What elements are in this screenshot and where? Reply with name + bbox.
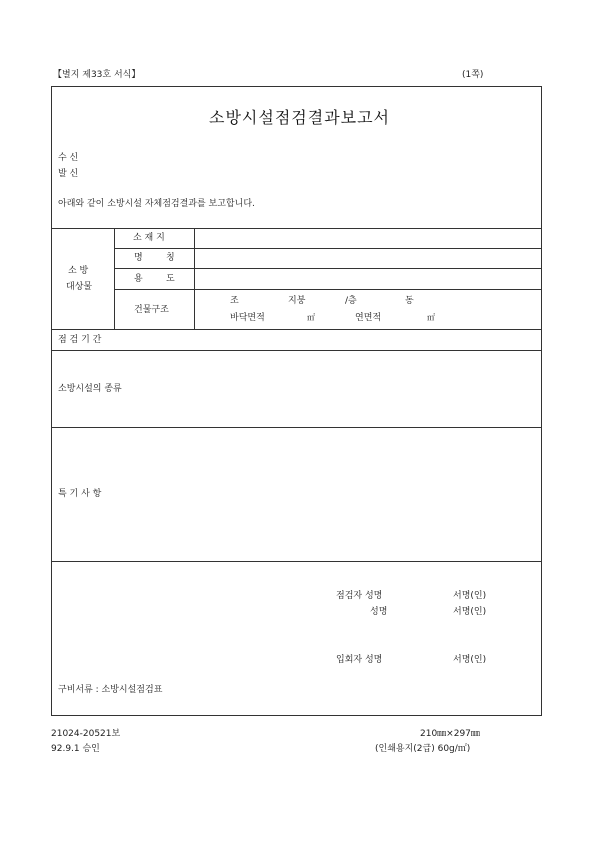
target-group-label: 소 방 bbox=[68, 266, 89, 276]
divider-line bbox=[114, 228, 115, 329]
floor-area-unit: ㎡ bbox=[307, 313, 315, 322]
sender-label: 발 신 bbox=[58, 169, 79, 179]
name-label: 칭 bbox=[166, 253, 175, 263]
divider-line bbox=[51, 228, 542, 229]
witness-signature: 서명(인) bbox=[453, 655, 487, 665]
inspector-signature: 서명(인) bbox=[453, 591, 487, 601]
recipient-label: 수 신 bbox=[58, 153, 79, 163]
paper-size: 210㎜×297㎜ bbox=[420, 729, 480, 739]
divider-line bbox=[51, 427, 542, 428]
divider-line bbox=[114, 268, 542, 269]
use-label: 용 bbox=[134, 274, 143, 284]
remarks-label: 특 기 사 항 bbox=[58, 489, 102, 499]
name-label: 명 bbox=[134, 253, 143, 263]
total-area-unit: ㎡ bbox=[427, 313, 435, 322]
form-number-label: 【별지 제33호 서식】 bbox=[53, 70, 141, 80]
page-number-label: (1쪽) bbox=[462, 70, 484, 80]
second-name-label: 성명 bbox=[370, 607, 388, 617]
location-label: 소 재 지 bbox=[133, 233, 165, 243]
inspection-period-label: 점 검 기 간 bbox=[58, 335, 102, 345]
divider-line bbox=[114, 289, 542, 290]
use-label: 도 bbox=[166, 274, 175, 284]
attachment-text: 구비서류 : 소방시설점검표 bbox=[58, 685, 163, 695]
approval-date: 92.9.1 승인 bbox=[51, 744, 100, 754]
form-box bbox=[51, 86, 542, 716]
paper-spec: (인쇄용지(2급) 60g/㎡) bbox=[375, 744, 471, 754]
structure-roof: 지붕 bbox=[288, 296, 306, 306]
divider-line bbox=[114, 248, 542, 249]
floor-area-label: 바닥면적 bbox=[230, 313, 265, 323]
form-title: 소방시설점검결과보고서 bbox=[209, 108, 391, 127]
intro-text: 아래와 같이 소방시설 자체점검결과를 보고합니다. bbox=[58, 199, 255, 209]
divider-line bbox=[194, 228, 195, 329]
divider-line bbox=[51, 350, 542, 351]
total-area-label: 연면적 bbox=[355, 313, 382, 323]
witness-name-label: 입회자 성명 bbox=[336, 655, 383, 665]
divider-line bbox=[51, 561, 542, 562]
second-signature: 서명(인) bbox=[453, 607, 487, 617]
facility-types-label: 소방시설의 종류 bbox=[58, 384, 122, 394]
target-group-label: 대상물 bbox=[66, 282, 93, 292]
inspector-name-label: 점검자 성명 bbox=[336, 591, 383, 601]
form-code: 21024-20521보 bbox=[51, 729, 121, 739]
structure-floor: /층 bbox=[345, 296, 357, 306]
divider-line bbox=[51, 329, 542, 330]
structure-dong: 동 bbox=[405, 296, 414, 306]
structure-jo: 조 bbox=[230, 296, 239, 306]
structure-label: 건물구조 bbox=[134, 305, 169, 315]
